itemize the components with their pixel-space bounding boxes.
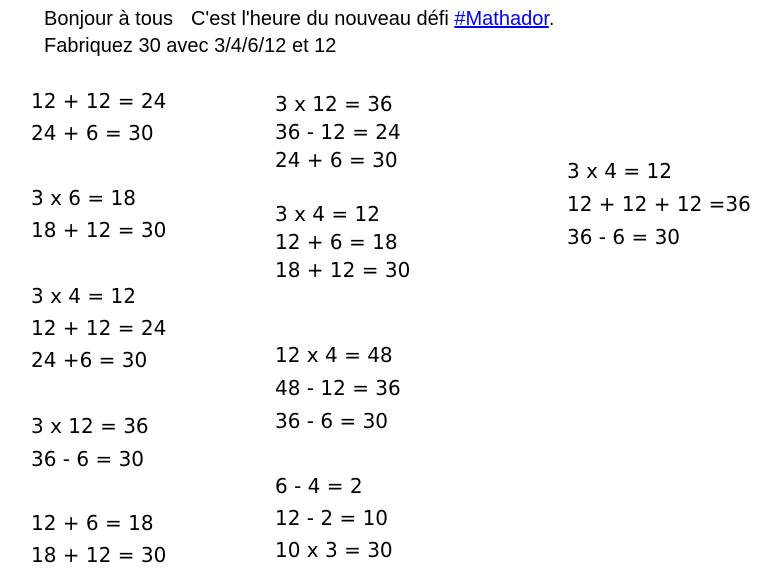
equation-line: 36 - 6 = 30 [275,409,389,433]
period-text: . [548,8,555,30]
equation-line: 12 + 12 = 24 [31,89,167,113]
equation-line: 6 - 4 = 2 [275,474,363,498]
solution-group [31,85,166,149]
equation-line: 18 + 12 = 30 [31,218,167,242]
solution-group [31,182,166,246]
header-line-1 [44,6,554,33]
challenge-text: Fabriquez 30 avec 3/4/6/12 et 12 [44,35,337,57]
equation-line: 3 x 12 = 36 [275,92,393,116]
equation-line: 18 + 12 = 30 [275,258,411,282]
equation-line: 10 x 3 = 30 [275,538,393,562]
solution-group [275,200,410,284]
mathador-hashtag-link[interactable]: #Mathador [454,8,549,30]
post-header [44,6,554,60]
equation-line: 24 + 6 = 30 [275,148,398,172]
equation-line: 3 x 12 = 36 [31,414,149,438]
equation-line: 12 + 6 = 18 [31,511,154,535]
equation-line: 36 - 6 = 30 [567,225,681,249]
solution-group [275,90,401,174]
equation-line: 48 - 12 = 36 [275,376,401,400]
intro-text: C'est l'heure du nouveau défi [190,8,455,30]
equation-line: 12 + 12 + 12 =36 [567,192,751,216]
equation-line: 12 + 6 = 18 [275,230,398,254]
equation-line: 24 + 6 = 30 [31,121,154,145]
equation-line: 3 x 4 = 12 [275,202,380,226]
solution-group [31,507,166,571]
equation-line: 12 + 12 = 24 [31,316,167,340]
equation-line: 36 - 12 = 24 [275,120,401,144]
solution-group [567,155,751,254]
equation-line: 36 - 6 = 30 [31,447,145,471]
equation-line: 12 x 4 = 48 [275,343,393,367]
solution-group [31,280,166,376]
equation-line: 24 +6 = 30 [31,348,148,372]
solution-group [31,410,149,476]
greeting-text: Bonjour à tous [44,8,173,30]
equation-line: 3 x 6 = 18 [31,186,136,210]
equation-line: 3 x 4 = 12 [31,284,136,308]
equation-line: 3 x 4 = 12 [567,159,672,183]
solution-group [275,470,393,566]
equation-line: 18 + 12 = 30 [31,543,167,567]
solution-group [275,339,401,438]
equation-line: 12 - 2 = 10 [275,506,389,530]
